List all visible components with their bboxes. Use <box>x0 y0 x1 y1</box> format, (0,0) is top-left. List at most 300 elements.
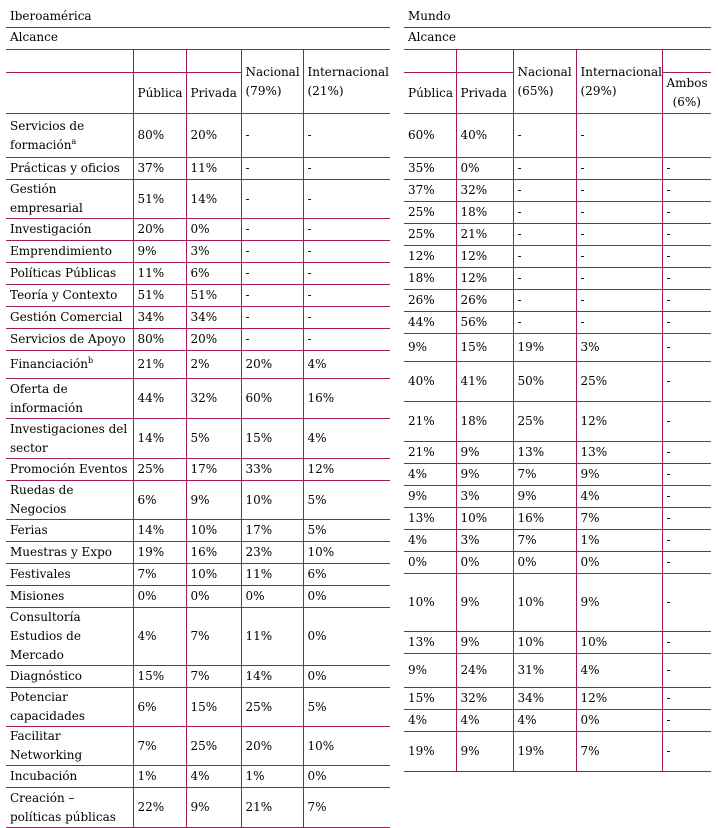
value-cell: 3% <box>456 530 513 552</box>
region-title: Iberoamérica <box>6 6 390 28</box>
value-cell: - <box>303 180 390 219</box>
column-header: Privada <box>456 73 513 114</box>
column-header: Nacional (65%) <box>513 50 576 114</box>
value-cell: 11% <box>241 564 303 586</box>
value-cell: 3% <box>186 241 241 263</box>
value-cell: - <box>513 246 576 268</box>
row-label <box>6 114 133 158</box>
value-cell: 9% <box>404 486 456 508</box>
value-cell: 25% <box>241 688 303 727</box>
value-cell: 4% <box>513 710 576 732</box>
value-cell: 22% <box>133 788 186 828</box>
table-row <box>6 520 390 542</box>
row-label-text: Ruedas de Negocios <box>10 483 74 516</box>
table-row <box>404 334 711 362</box>
value-cell: 11% <box>241 608 303 666</box>
value-cell: - <box>662 732 711 772</box>
table-row <box>6 788 390 828</box>
value-cell: 4% <box>133 608 186 666</box>
table-row <box>404 552 711 574</box>
value-cell: 9% <box>186 481 241 520</box>
table-row <box>404 224 711 246</box>
value-cell: - <box>576 114 662 158</box>
value-cell: 51% <box>133 180 186 219</box>
value-cell: - <box>662 180 711 202</box>
row-label <box>6 727 133 766</box>
value-cell: 9% <box>456 464 513 486</box>
table-row <box>6 727 390 766</box>
value-cell: 21% <box>133 351 186 379</box>
value-cell: - <box>241 307 303 329</box>
row-label <box>6 788 133 828</box>
region-title: Mundo <box>404 6 711 28</box>
value-cell: 21% <box>456 224 513 246</box>
value-cell: - <box>662 442 711 464</box>
value-cell: 16% <box>513 508 576 530</box>
value-cell: 21% <box>404 402 456 442</box>
value-cell: - <box>576 180 662 202</box>
value-cell: 37% <box>404 180 456 202</box>
value-cell: 14% <box>241 666 303 688</box>
table-row <box>6 459 390 481</box>
value-cell: 0% <box>456 158 513 180</box>
iberoamerica-table <box>6 6 390 828</box>
table-row <box>6 241 390 263</box>
table-row <box>404 464 711 486</box>
value-cell: 20% <box>186 329 241 351</box>
row-label-text: Diagnóstico <box>10 669 83 683</box>
row-label <box>6 459 133 481</box>
value-cell: 0% <box>303 666 390 688</box>
value-cell: - <box>241 158 303 180</box>
value-cell: 12% <box>576 688 662 710</box>
table-row <box>6 379 390 419</box>
value-cell: 0% <box>576 710 662 732</box>
value-cell: 34% <box>186 307 241 329</box>
row-label <box>6 329 133 351</box>
caption-row <box>404 6 711 28</box>
row-label <box>6 285 133 307</box>
table-row <box>404 114 711 158</box>
value-cell: 0% <box>404 552 456 574</box>
value-cell: 0% <box>513 552 576 574</box>
row-label-text: Incubación <box>10 769 78 783</box>
value-cell: 9% <box>513 486 576 508</box>
value-cell: 3% <box>576 334 662 362</box>
value-cell: 32% <box>456 180 513 202</box>
value-cell: - <box>241 219 303 241</box>
value-cell: 21% <box>241 788 303 828</box>
value-cell: - <box>513 268 576 290</box>
value-cell: 34% <box>513 688 576 710</box>
row-label <box>6 766 133 788</box>
row-label-text: Teoría y Contexto <box>10 288 118 302</box>
value-cell: - <box>303 114 390 158</box>
value-cell: - <box>662 530 711 552</box>
table-row <box>404 402 711 442</box>
value-cell: 12% <box>404 246 456 268</box>
value-cell: 26% <box>404 290 456 312</box>
value-cell: 25% <box>186 727 241 766</box>
row-label <box>6 180 133 219</box>
value-cell: - <box>513 202 576 224</box>
row-label-text: Ferias <box>10 523 48 537</box>
table-row <box>404 180 711 202</box>
value-cell: 0% <box>186 219 241 241</box>
value-cell: 41% <box>456 362 513 402</box>
value-cell: 0% <box>303 608 390 666</box>
value-cell: 9% <box>576 574 662 632</box>
value-cell: - <box>662 486 711 508</box>
value-cell: 5% <box>303 688 390 727</box>
value-cell: - <box>662 508 711 530</box>
value-cell: - <box>662 268 711 290</box>
table-row <box>6 666 390 688</box>
value-cell: 20% <box>186 114 241 158</box>
row-label-text: Potenciar capacidades <box>10 690 86 723</box>
value-cell: 9% <box>186 788 241 828</box>
value-cell: 18% <box>456 402 513 442</box>
row-label-text: Políticas Públicas <box>10 266 117 280</box>
value-cell: 20% <box>133 219 186 241</box>
table-row <box>6 114 390 158</box>
value-cell: 15% <box>404 688 456 710</box>
column-header: Internacional (21%) <box>303 50 390 114</box>
value-cell: 11% <box>186 158 241 180</box>
value-cell: 25% <box>133 459 186 481</box>
header-spacer-row <box>404 50 711 73</box>
value-cell: - <box>662 552 711 574</box>
table-row <box>404 688 711 710</box>
row-label <box>6 379 133 419</box>
value-cell: 24% <box>456 654 513 688</box>
value-cell: 10% <box>241 481 303 520</box>
value-cell: 19% <box>513 732 576 772</box>
table-row <box>6 586 390 608</box>
value-cell: 18% <box>404 268 456 290</box>
row-label-text: Servicios de Apoyo <box>10 332 126 346</box>
value-cell: 10% <box>303 727 390 766</box>
row-label <box>6 263 133 285</box>
value-cell: 1% <box>241 766 303 788</box>
value-cell: - <box>576 290 662 312</box>
value-cell: 7% <box>186 666 241 688</box>
value-cell: 10% <box>456 508 513 530</box>
value-cell: - <box>662 688 711 710</box>
value-cell: - <box>241 114 303 158</box>
value-cell: 20% <box>241 727 303 766</box>
row-label <box>6 586 133 608</box>
value-cell: 4% <box>576 486 662 508</box>
row-label-text: Promoción Eventos <box>10 462 128 476</box>
value-cell: 5% <box>303 481 390 520</box>
value-cell: - <box>662 334 711 362</box>
value-cell: 26% <box>456 290 513 312</box>
value-cell: - <box>576 202 662 224</box>
table-row <box>6 564 390 586</box>
value-cell: 15% <box>456 334 513 362</box>
value-cell: - <box>576 312 662 334</box>
value-cell: 9% <box>133 241 186 263</box>
footnote-mark: b <box>88 356 94 365</box>
mundo-table <box>404 6 711 772</box>
value-cell: 0% <box>303 766 390 788</box>
value-cell: 40% <box>404 362 456 402</box>
value-cell: 9% <box>456 442 513 464</box>
table-row <box>6 608 390 666</box>
alcance-label: Alcance <box>404 28 711 50</box>
value-cell: 10% <box>576 632 662 654</box>
table-row <box>404 362 711 402</box>
value-cell: 56% <box>456 312 513 334</box>
row-label-text: Consultoría Estudios de Mercado <box>10 610 81 662</box>
header-spacer-cell <box>133 50 186 73</box>
value-cell: - <box>513 180 576 202</box>
row-label <box>6 158 133 180</box>
table-row <box>404 158 711 180</box>
value-cell: 0% <box>133 586 186 608</box>
table-row <box>6 307 390 329</box>
row-label <box>6 351 133 379</box>
subcaption-row <box>6 28 390 50</box>
column-header: Nacional (79%) <box>241 50 303 114</box>
value-cell: 20% <box>241 351 303 379</box>
value-cell: 6% <box>186 263 241 285</box>
value-cell: 4% <box>456 710 513 732</box>
value-cell: - <box>513 224 576 246</box>
table-row <box>6 285 390 307</box>
value-cell: 7% <box>186 608 241 666</box>
value-cell: 3% <box>456 486 513 508</box>
value-cell: 10% <box>513 574 576 632</box>
table-row <box>404 246 711 268</box>
value-cell: - <box>662 710 711 732</box>
value-cell: 10% <box>303 542 390 564</box>
value-cell: 13% <box>404 508 456 530</box>
value-cell: 25% <box>576 362 662 402</box>
header-spacer-row <box>6 50 390 73</box>
value-cell: 7% <box>513 464 576 486</box>
value-cell: 0% <box>456 552 513 574</box>
value-cell: 21% <box>404 442 456 464</box>
value-cell: 10% <box>513 632 576 654</box>
value-cell: 25% <box>513 402 576 442</box>
value-cell: 37% <box>133 158 186 180</box>
value-cell: 9% <box>576 464 662 486</box>
value-cell: 16% <box>186 542 241 564</box>
value-cell: 19% <box>404 732 456 772</box>
value-cell: - <box>303 219 390 241</box>
header-spacer-cell <box>662 50 711 73</box>
value-cell: - <box>662 158 711 180</box>
value-cell: 0% <box>576 552 662 574</box>
table-row <box>404 574 711 632</box>
value-cell: 10% <box>186 520 241 542</box>
value-cell: - <box>241 241 303 263</box>
value-cell: - <box>576 246 662 268</box>
value-cell: 9% <box>404 654 456 688</box>
value-cell: 14% <box>133 419 186 459</box>
table-row <box>404 654 711 688</box>
column-header: Privada <box>186 73 241 114</box>
value-cell: 15% <box>133 666 186 688</box>
value-cell: 32% <box>186 379 241 419</box>
row-label <box>6 688 133 727</box>
value-cell: - <box>303 285 390 307</box>
table-row <box>6 542 390 564</box>
value-cell: 10% <box>404 574 456 632</box>
value-cell: 23% <box>241 542 303 564</box>
column-header: Pública <box>133 73 186 114</box>
value-cell: 60% <box>404 114 456 158</box>
value-cell: 19% <box>513 334 576 362</box>
value-cell: 9% <box>456 574 513 632</box>
value-cell: 17% <box>241 520 303 542</box>
row-label <box>6 608 133 666</box>
table-row <box>404 312 711 334</box>
row-label-text: Gestión Comercial <box>10 310 123 324</box>
value-cell: 7% <box>303 788 390 828</box>
value-cell: - <box>513 312 576 334</box>
value-cell: 12% <box>456 268 513 290</box>
value-cell: 4% <box>303 419 390 459</box>
value-cell: - <box>576 268 662 290</box>
row-label-text: Financiación <box>10 357 88 371</box>
table-row <box>404 290 711 312</box>
value-cell: 51% <box>133 285 186 307</box>
value-cell: 0% <box>186 586 241 608</box>
value-cell: - <box>576 158 662 180</box>
value-cell: - <box>241 263 303 285</box>
value-cell: 11% <box>133 263 186 285</box>
table-row <box>404 632 711 654</box>
value-cell: 1% <box>576 530 662 552</box>
value-cell: 4% <box>576 654 662 688</box>
table-row <box>6 263 390 285</box>
value-cell: 14% <box>186 180 241 219</box>
table-row <box>6 766 390 788</box>
row-label-text: Investigación <box>10 222 92 236</box>
value-cell: 5% <box>186 419 241 459</box>
value-cell: - <box>303 329 390 351</box>
header-spacer-cell <box>404 50 456 73</box>
table-row <box>404 202 711 224</box>
table-row <box>6 329 390 351</box>
table-row <box>6 180 390 219</box>
table-row <box>6 419 390 459</box>
row-label-text: Misiones <box>10 589 65 603</box>
row-label <box>6 520 133 542</box>
value-cell: 31% <box>513 654 576 688</box>
value-cell: 9% <box>456 632 513 654</box>
value-cell: 18% <box>456 202 513 224</box>
row-label <box>6 666 133 688</box>
value-cell: - <box>303 241 390 263</box>
value-cell: 6% <box>133 481 186 520</box>
value-cell: 0% <box>303 586 390 608</box>
value-cell: - <box>513 114 576 158</box>
value-cell: 10% <box>186 564 241 586</box>
table-row <box>6 688 390 727</box>
column-header: Internacional (29%) <box>576 50 662 114</box>
column-header: Pública <box>404 73 456 114</box>
value-cell: 40% <box>456 114 513 158</box>
value-cell: - <box>662 464 711 486</box>
value-cell: - <box>303 158 390 180</box>
value-cell <box>662 114 711 158</box>
value-cell: - <box>513 158 576 180</box>
value-cell: 25% <box>404 224 456 246</box>
row-label <box>6 219 133 241</box>
value-cell: 2% <box>186 351 241 379</box>
value-cell: - <box>662 312 711 334</box>
table-row <box>6 219 390 241</box>
row-label <box>6 564 133 586</box>
value-cell: - <box>662 402 711 442</box>
value-cell: 4% <box>303 351 390 379</box>
value-cell: - <box>662 290 711 312</box>
value-cell: 4% <box>404 464 456 486</box>
value-cell: 51% <box>186 285 241 307</box>
value-cell: 17% <box>186 459 241 481</box>
table-row <box>404 486 711 508</box>
value-cell: 9% <box>456 732 513 772</box>
value-cell: - <box>662 654 711 688</box>
table-row <box>404 268 711 290</box>
table-row <box>6 158 390 180</box>
value-cell: 7% <box>133 727 186 766</box>
value-cell: 4% <box>404 530 456 552</box>
value-cell: 60% <box>241 379 303 419</box>
row-label-text: Prácticas y oficios <box>10 161 120 175</box>
value-cell: 13% <box>513 442 576 464</box>
value-cell: 44% <box>404 312 456 334</box>
value-cell: 32% <box>456 688 513 710</box>
row-label-text: Festivales <box>10 567 71 581</box>
value-cell: - <box>303 307 390 329</box>
row-label <box>6 241 133 263</box>
row-label-text: Servicios de formación <box>10 118 85 152</box>
value-cell: 7% <box>133 564 186 586</box>
value-cell: 25% <box>404 202 456 224</box>
column-header <box>6 73 133 114</box>
row-label <box>6 307 133 329</box>
value-cell: 12% <box>576 402 662 442</box>
value-cell: 34% <box>133 307 186 329</box>
subcaption-row <box>404 28 711 50</box>
value-cell: 4% <box>186 766 241 788</box>
value-cell: 15% <box>241 419 303 459</box>
value-cell: 35% <box>404 158 456 180</box>
value-cell: 6% <box>303 564 390 586</box>
value-cell: 12% <box>456 246 513 268</box>
table-row <box>404 530 711 552</box>
value-cell: - <box>662 362 711 402</box>
value-cell: - <box>662 632 711 654</box>
value-cell: 6% <box>133 688 186 727</box>
header-spacer-cell <box>186 50 241 73</box>
value-cell: - <box>303 263 390 285</box>
value-cell: - <box>662 246 711 268</box>
value-cell: 15% <box>186 688 241 727</box>
alcance-label: Alcance <box>6 28 390 50</box>
value-cell: - <box>662 202 711 224</box>
footnote-mark: a <box>71 136 77 146</box>
value-cell: 12% <box>303 459 390 481</box>
table-row <box>404 710 711 732</box>
caption-row <box>6 6 390 28</box>
value-cell: 13% <box>576 442 662 464</box>
